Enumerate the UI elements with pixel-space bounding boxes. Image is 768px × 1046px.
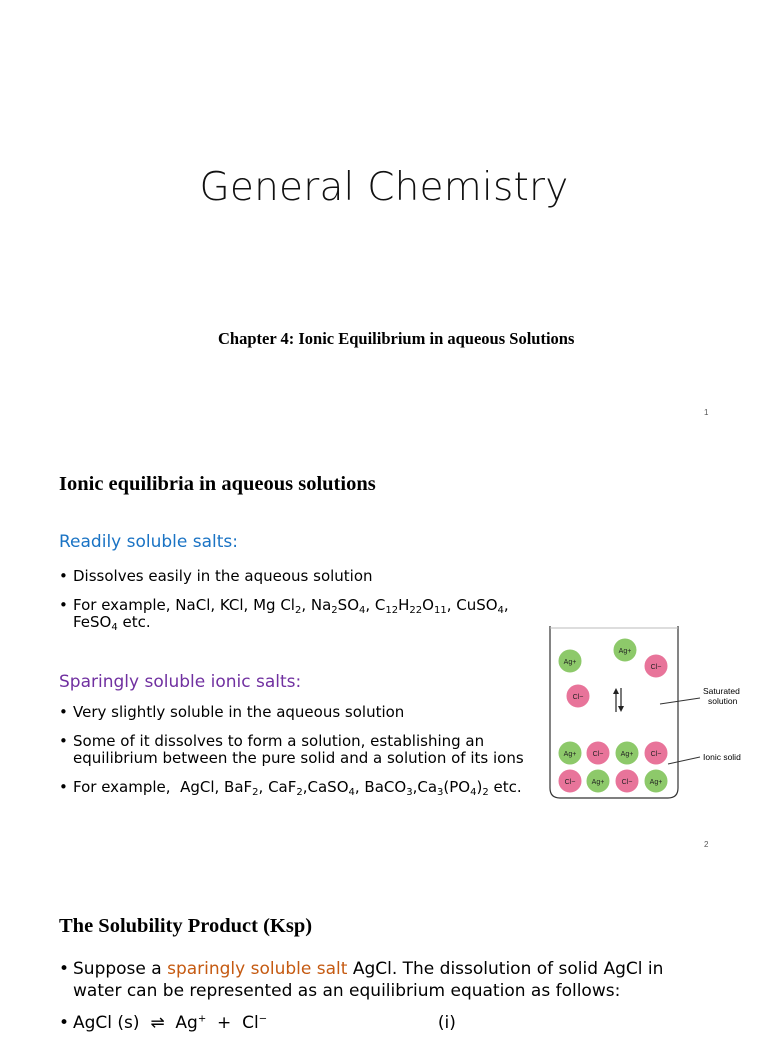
title-slide	[0, 0, 768, 432]
svg-text:Ag+: Ag+	[591, 779, 605, 786]
svg-text:Ag+: Ag+	[649, 779, 663, 786]
solubility-product-slide	[0, 864, 768, 1033]
svg-text:Cl−: Cl−	[650, 664, 662, 671]
svg-text:Cl−: Cl−	[564, 779, 576, 786]
label-leader	[668, 757, 700, 764]
slide-heading: The Solubility Product (Ksp)	[59, 915, 313, 937]
readily-soluble-list	[59, 568, 539, 643]
slide-subtitle: Chapter 4: Ionic Equilibrium in aqueous Solutions	[218, 329, 575, 348]
saturated-solution-diagram	[540, 620, 755, 805]
cl-ion	[586, 741, 610, 765]
svg-text:Ag+: Ag+	[563, 659, 577, 666]
ag-ion	[558, 741, 582, 765]
page-number: 1	[704, 408, 709, 417]
svg-text:Ag+: Ag+	[620, 751, 634, 758]
ag-ion	[558, 649, 582, 673]
cl-ion	[558, 769, 582, 793]
svg-text:Cl−: Cl−	[572, 694, 584, 701]
ag-ion	[615, 741, 639, 765]
equation-tag: (i)	[437, 1013, 456, 1033]
page-number: 2	[704, 840, 709, 849]
saturated-solution-label: Saturated	[703, 686, 740, 696]
cl-ion	[615, 769, 639, 793]
svg-text:Ag+: Ag+	[618, 648, 632, 655]
list-item: • For example, AgCl, BaF$_2$, CaF$_2$,CaSO$_4$, $BaCO_3,Ca_3(PO_4)_2$ etc.	[59, 779, 549, 796]
list-item: • For example, NaCl, KCl, Mg $Cl_2$, $Na_2SO_4$, $C_{12}H_{22}O_{11}$, CuSO$_4$, FeSO$_4$ etc.	[59, 597, 539, 631]
ag-ion	[613, 638, 637, 662]
equilibrium-arrow: ⇌	[150, 1013, 165, 1033]
list-item: • Very slightly soluble in the aqueous solution	[59, 704, 549, 721]
slide-title: General Chemistry	[199, 165, 569, 210]
cl-ion	[566, 684, 590, 708]
equation-left: AgCl (s)	[73, 1013, 140, 1033]
list-item	[59, 958, 699, 1002]
solubility-list	[59, 958, 699, 1046]
slide-heading: Ionic equilibria in aqueous solutions	[59, 473, 376, 495]
ionic-solid-label: Ionic solid	[703, 752, 741, 762]
list-item: • Dissolves easily in the aqueous solution	[59, 568, 539, 585]
cl-ion	[644, 741, 668, 765]
svg-text:Cl−: Cl−	[650, 751, 662, 758]
equation-cl: Cl	[242, 1013, 259, 1033]
sparingly-soluble-list	[59, 704, 549, 808]
saturated-solution-label: solution	[708, 696, 738, 706]
svg-text:Cl−: Cl−	[592, 751, 604, 758]
sparingly-soluble-label: Sparingly soluble ionic salts:	[59, 672, 302, 692]
svg-text:Cl−: Cl−	[621, 779, 633, 786]
cl-ion	[644, 654, 668, 678]
label-leader	[660, 698, 700, 704]
list-item: • Some of it dissolves to form a solution, establishing an equilibrium between the pure solid and a solution of its ions	[59, 733, 549, 767]
equilibrium-arrows	[613, 688, 624, 712]
ag-ion	[644, 769, 668, 793]
equation-ag: Ag	[175, 1013, 198, 1033]
ag-ion	[586, 769, 610, 793]
readily-soluble-label: Readily soluble salts:	[59, 532, 239, 552]
bullet-text: AgCl. The dissolution of solid AgCl in water can be represented as an equilibrium equation as follows:	[73, 959, 664, 1001]
ionic-equilibria-slide	[0, 432, 768, 864]
bullet-text: Suppose a	[73, 959, 168, 979]
svg-text:Ag+: Ag+	[563, 751, 577, 758]
equation-plus: +	[217, 1013, 232, 1033]
highlight-text: sparingly soluble salt	[167, 959, 348, 979]
equation: • AgCl (s) ⇌ Ag+ + Cl− (i)	[59, 1012, 699, 1034]
